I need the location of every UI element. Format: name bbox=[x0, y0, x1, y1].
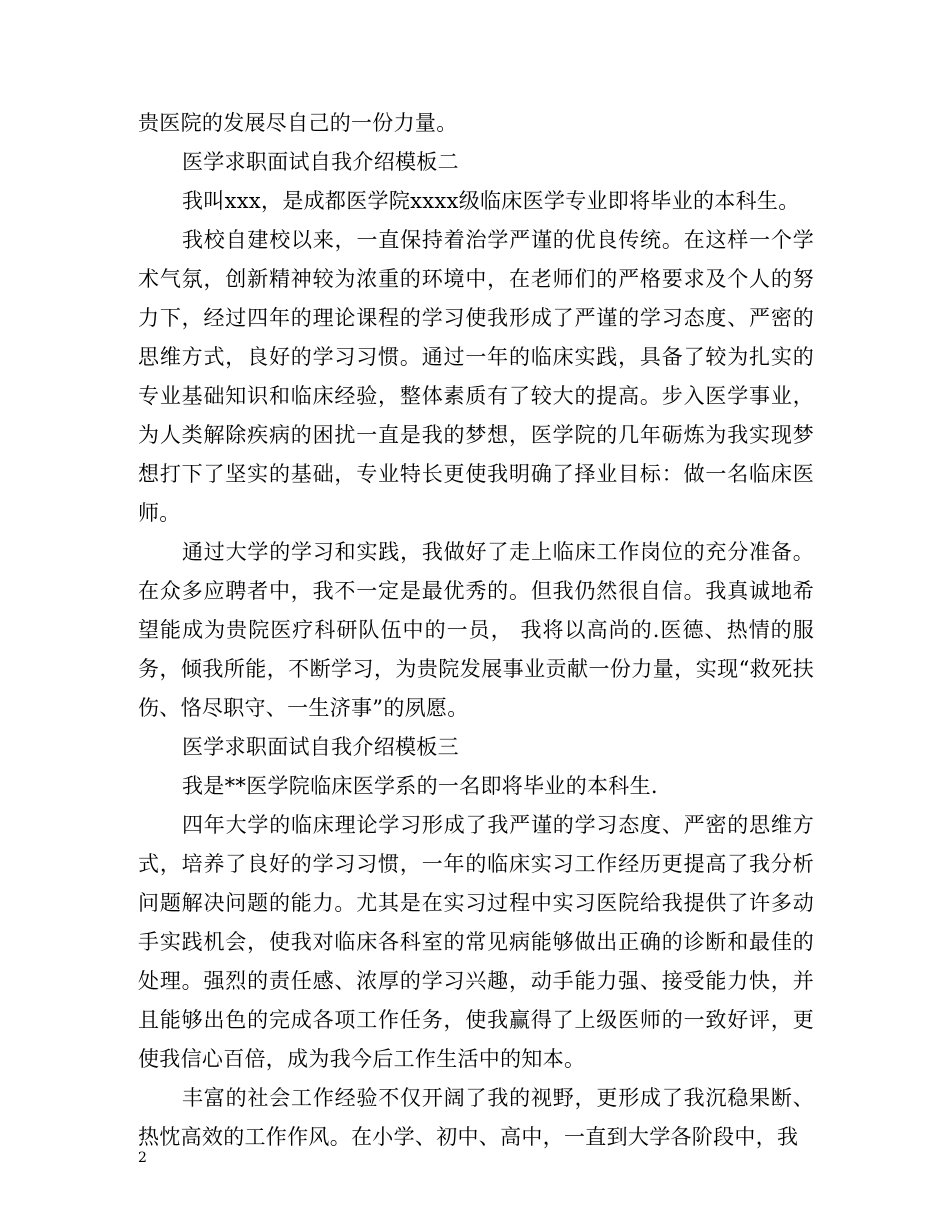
paragraph-continuation: 贵医院的发展尽自己的一份力量。 bbox=[138, 111, 458, 135]
paragraph-clinical-study: 四年大学的临床理论学习形成了我严谨的学习态度、严密的思维方式，培养了良好的学习习惯，一年的临床实习工作经历更提高了我分析问题解决问题的能力。尤其是在实习过程中实习医院给我提供了许多动手实践机会，使我对临床各科室的常见病能够做出正确的诊断和最佳的处理。强烈的责任感、浓厚的学习兴趣，动手能力强、接受能力快，并且能够出色的完成各项工作任务，使我赢得了上级医师的一致好评，更使我信心百倍，成为我今后工作生活中的知本。 bbox=[138, 813, 814, 1071]
page-number: 2 bbox=[138, 1150, 147, 1166]
section-heading-template-three: 医学求职面试自我介绍模板三 bbox=[182, 735, 459, 759]
paragraph-intro-two: 我叫xxx，是成都医学院xxxx级临床医学专业即将毕业的本科生。 bbox=[182, 189, 800, 213]
paragraph-intro-three: 我是**医学院临床医学系的一名即将毕业的本科生. bbox=[182, 774, 658, 798]
document-body bbox=[138, 104, 814, 1157]
paragraph-social-experience: 丰富的社会工作经验不仅开阔了我的视野，更形成了我沉稳果断、热忱高效的工作作风。在小学、初中、高中，一直到大学各阶段中，我 bbox=[138, 1086, 814, 1149]
paragraph-school-background: 我校自建校以来，一直保持着治学严谨的优良传统。在这样一个学术气氛，创新精神较为浓重的环境中，在老师们的严格要求及个人的努力下，经过四年的理论课程的学习使我形成了严谨的学习态度、严密的思维方式，良好的学习习惯。通过一年的临床实践，具备了较为扎实的专业基础知识和临床经验，整体素质有了较大的提高。步入医学事业，为人类解除疾病的困扰一直是我的梦想，医学院的几年砺炼为我实现梦想打下了坚实的基础，专业特长更使我明确了择业目标：做一名临床医师。 bbox=[138, 228, 814, 525]
section-heading-template-two: 医学求职面试自我介绍模板二 bbox=[182, 150, 459, 174]
paragraph-readiness: 通过大学的学习和实践，我做好了走上临床工作岗位的充分准备。在众多应聘者中，我不一定是最优秀的。但我仍然很自信。我真诚地希望能成为贵院医疗科研队伍中的一员， 我将以高尚的.医德、热情的服务，倾我所能，不断学习，为贵院发展事业贡献一份力量，实现“救死扶伤、恪尽职守、一生济事”的夙愿。 bbox=[138, 540, 814, 720]
